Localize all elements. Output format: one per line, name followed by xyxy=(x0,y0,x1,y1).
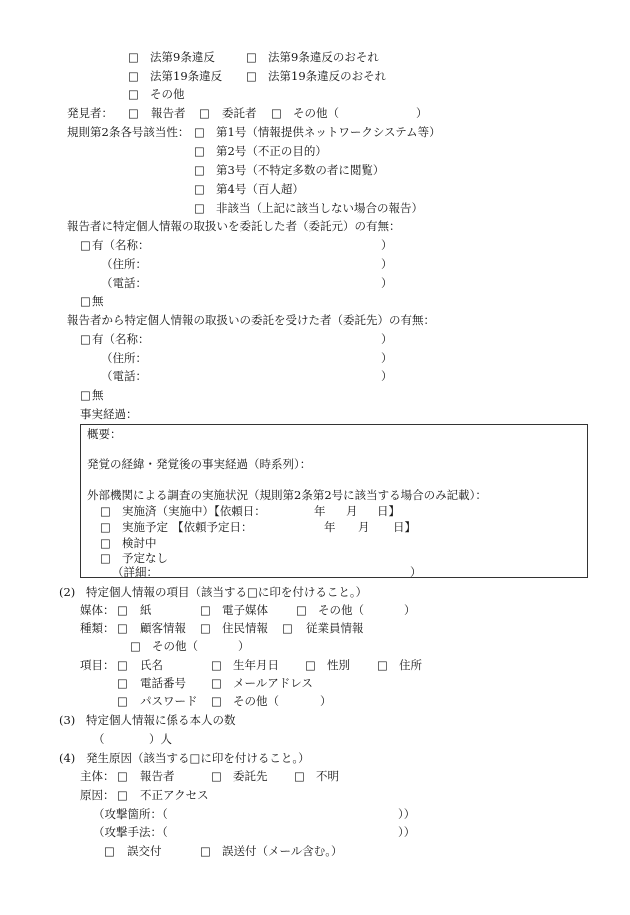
investigation-planned-label: 実施予定 xyxy=(122,520,168,534)
investigation-not-planned-checkbox[interactable]: □ xyxy=(100,551,111,565)
done-year-label: 年 xyxy=(314,504,326,518)
field-email-label: メールアドレス xyxy=(233,676,313,690)
violation-other-label: その他 xyxy=(150,87,185,101)
consignor-address-close: ） xyxy=(381,257,393,271)
media-other-label: その他（ xyxy=(318,603,364,617)
media-electronic-checkbox[interactable]: □ xyxy=(200,603,211,617)
discoverer-other-checkbox[interactable]: □ xyxy=(271,106,282,120)
consignee-name-label: 有（名称： xyxy=(92,332,150,346)
actor-consignee-checkbox[interactable]: □ xyxy=(211,769,222,783)
art19-risk-checkbox[interactable]: □ xyxy=(246,69,257,83)
field-birthdate-label: 生年月日 xyxy=(233,658,279,672)
discoverer-consignor-checkbox[interactable]: □ xyxy=(199,106,210,120)
rule2-item2-checkbox[interactable]: □ xyxy=(194,144,205,158)
section3-title: 特定個人情報に係る本人の数 xyxy=(86,713,236,727)
field-other-label: その他（ xyxy=(233,694,279,708)
consignee-no-label: 無 xyxy=(92,388,104,402)
planned-day-label: 日】 xyxy=(393,520,416,534)
consignee-address-close: ） xyxy=(381,351,393,365)
media-paper-checkbox[interactable]: □ xyxy=(117,603,128,617)
discoverer-other-label: その他（ xyxy=(293,106,339,120)
consignor-name-label: 有（名称： xyxy=(92,238,150,252)
person-count-open: （ xyxy=(93,732,105,746)
rule2-item1-label: 第1号（情報提供ネットワークシステム等） xyxy=(216,125,441,139)
field-other-close: ） xyxy=(320,694,332,708)
art9-label: 法第9条違反 xyxy=(150,50,215,64)
type-other-checkbox[interactable]: □ xyxy=(130,639,141,653)
rule2-item4-checkbox[interactable]: □ xyxy=(194,182,205,196)
attack-method-label: （攻撃手法：（ xyxy=(93,825,168,839)
field-password-checkbox[interactable]: □ xyxy=(117,694,128,708)
rule2-none-label: 非該当（上記に該当しない場合の報告） xyxy=(216,201,423,215)
field-phone-label: 電話番号 xyxy=(140,676,186,690)
consignor-address-label: （住所： xyxy=(101,257,147,271)
attack-location-close: ）） xyxy=(398,807,416,821)
actor-reporter-checkbox[interactable]: □ xyxy=(117,769,128,783)
facts-external-label: 外部機関による調査の実施状況（規則第2条第2号に該当する場合のみ記載）： xyxy=(87,488,487,502)
investigation-not-planned-label: 予定なし xyxy=(122,551,168,565)
section4-title: 発生原因（該当する□に印を付けること。） xyxy=(86,751,310,765)
consignor-heading: 報告者に特定個人情報の取扱いを委託した者（委託元）の有無： xyxy=(67,219,401,233)
field-address-checkbox[interactable]: □ xyxy=(377,658,388,672)
field-password-label: パスワード xyxy=(140,694,198,708)
art9-risk-label: 法第9条違反のおそれ xyxy=(268,50,379,64)
detail-label: （詳細： xyxy=(112,565,158,579)
media-other-close: ） xyxy=(404,603,416,617)
section2-number: (2) xyxy=(59,585,76,599)
rule2-label: 規則第2条各号該当性： xyxy=(67,125,190,139)
consignee-phone-close: ） xyxy=(381,369,393,383)
type-customer-label: 顧客情報 xyxy=(140,621,186,635)
rule2-none-checkbox[interactable]: □ xyxy=(194,201,205,215)
field-name-label: 氏名 xyxy=(140,658,163,672)
type-employee-label: 従業員情報 xyxy=(306,621,364,635)
cause-unauthorized-checkbox[interactable]: □ xyxy=(117,788,128,802)
type-customer-checkbox[interactable]: □ xyxy=(117,621,128,635)
rule2-item3-checkbox[interactable]: □ xyxy=(194,163,205,177)
investigation-done-checkbox[interactable]: □ xyxy=(100,504,111,518)
type-other-close: ） xyxy=(238,639,250,653)
type-resident-label: 住民情報 xyxy=(222,621,268,635)
rule2-item2-label: 第2号（不正の目的） xyxy=(216,144,327,158)
field-name-checkbox[interactable]: □ xyxy=(117,658,128,672)
field-gender-checkbox[interactable]: □ xyxy=(305,658,316,672)
facts-summary-label: 概要： xyxy=(87,427,122,441)
cause-missend-checkbox[interactable]: □ xyxy=(200,844,211,858)
consignee-address-label: （住所： xyxy=(101,351,147,365)
actor-reporter-label: 報告者 xyxy=(140,769,175,783)
consignor-no-checkbox[interactable]: □ xyxy=(80,294,91,308)
attack-location-label: （攻撃箇所：（ xyxy=(93,807,168,821)
field-phone-checkbox[interactable]: □ xyxy=(117,676,128,690)
investigation-considering-checkbox[interactable]: □ xyxy=(100,536,111,550)
planned-month-label: 月 xyxy=(358,520,370,534)
consignor-yes-checkbox[interactable]: □ xyxy=(80,238,91,252)
violation-other-checkbox[interactable]: □ xyxy=(128,87,139,101)
cause-unauthorized-label: 不正アクセス xyxy=(140,788,209,802)
cause-misissue-label: 誤交付 xyxy=(127,844,162,858)
discoverer-reporter-label: 報告者 xyxy=(151,106,186,120)
field-label: 項目： xyxy=(80,658,115,672)
field-gender-label: 性別 xyxy=(327,658,350,672)
art19-label: 法第19条違反 xyxy=(150,69,223,83)
consignee-name-close: ） xyxy=(381,332,393,346)
discoverer-reporter-checkbox[interactable]: □ xyxy=(128,106,139,120)
cause-missend-label: 誤送付（メール含む。） xyxy=(222,844,343,858)
section2-title: 特定個人情報の項目（該当する□に印を付けること。） xyxy=(86,585,368,599)
facts-label: 事実経過： xyxy=(80,407,138,421)
discoverer-consignor-label: 委託者 xyxy=(222,106,257,120)
media-paper-label: 紙 xyxy=(140,603,152,617)
field-email-checkbox[interactable]: □ xyxy=(211,676,222,690)
planned-date-label: 【依頼予定日： xyxy=(172,520,253,534)
field-birthdate-checkbox[interactable]: □ xyxy=(211,658,222,672)
rule2-item4-label: 第4号（百人超） xyxy=(216,182,304,196)
planned-year-label: 年 xyxy=(324,520,336,534)
attack-method-close: ）） xyxy=(398,825,416,839)
consignee-phone-label: （電話： xyxy=(101,369,147,383)
art19-checkbox[interactable]: □ xyxy=(128,69,139,83)
investigation-done-label: 実施済（実施中）【依頼日： xyxy=(122,504,266,518)
investigation-planned-checkbox[interactable]: □ xyxy=(100,520,111,534)
detail-close: ） xyxy=(410,565,422,579)
field-address-label: 住所 xyxy=(399,658,422,672)
discoverer-other-close: ） xyxy=(416,106,428,120)
section4-number: (4) xyxy=(59,751,76,765)
section3-number: (3) xyxy=(59,713,76,727)
rule2-item1-checkbox[interactable]: □ xyxy=(194,125,205,139)
consignor-phone-close: ） xyxy=(381,276,393,290)
art19-risk-label: 法第19条違反のおそれ xyxy=(268,69,387,83)
cause-label: 原因： xyxy=(80,788,115,802)
media-other-checkbox[interactable]: □ xyxy=(296,603,307,617)
type-label: 種類： xyxy=(80,621,115,635)
actor-label: 主体： xyxy=(80,769,115,783)
done-month-label: 月 xyxy=(346,504,358,518)
type-other-label: その他（ xyxy=(152,639,198,653)
consignor-phone-label: （電話： xyxy=(101,276,147,290)
done-day-label: 日】 xyxy=(377,504,400,518)
type-resident-checkbox[interactable]: □ xyxy=(200,621,211,635)
person-count-unit: ）人 xyxy=(149,732,172,746)
consignee-yes-checkbox[interactable]: □ xyxy=(80,332,91,346)
rule2-item3-label: 第3号（不特定多数の者に閲覧） xyxy=(216,163,385,177)
type-employee-checkbox[interactable]: □ xyxy=(282,621,293,635)
actor-consignee-label: 委託先 xyxy=(233,769,268,783)
actor-unknown-label: 不明 xyxy=(316,769,339,783)
media-label: 媒体： xyxy=(80,603,115,617)
consignor-no-label: 無 xyxy=(92,294,104,308)
consignor-name-close: ） xyxy=(381,238,393,252)
investigation-considering-label: 検討中 xyxy=(122,536,157,550)
field-other-checkbox[interactable]: □ xyxy=(211,694,222,708)
media-electronic-label: 電子媒体 xyxy=(222,603,268,617)
art9-risk-checkbox[interactable]: □ xyxy=(246,50,257,64)
actor-unknown-checkbox[interactable]: □ xyxy=(294,769,305,783)
consignee-heading: 報告者から特定個人情報の取扱いの委託を受けた者（委託先）の有無： xyxy=(67,313,435,327)
cause-misissue-checkbox[interactable]: □ xyxy=(104,844,115,858)
discoverer-label: 発見者： xyxy=(67,106,113,120)
consignee-no-checkbox[interactable]: □ xyxy=(80,388,91,402)
facts-timeline-label: 発覚の経緯・発覚後の事実経過（時系列）： xyxy=(87,457,312,471)
art9-checkbox[interactable]: □ xyxy=(128,50,139,64)
